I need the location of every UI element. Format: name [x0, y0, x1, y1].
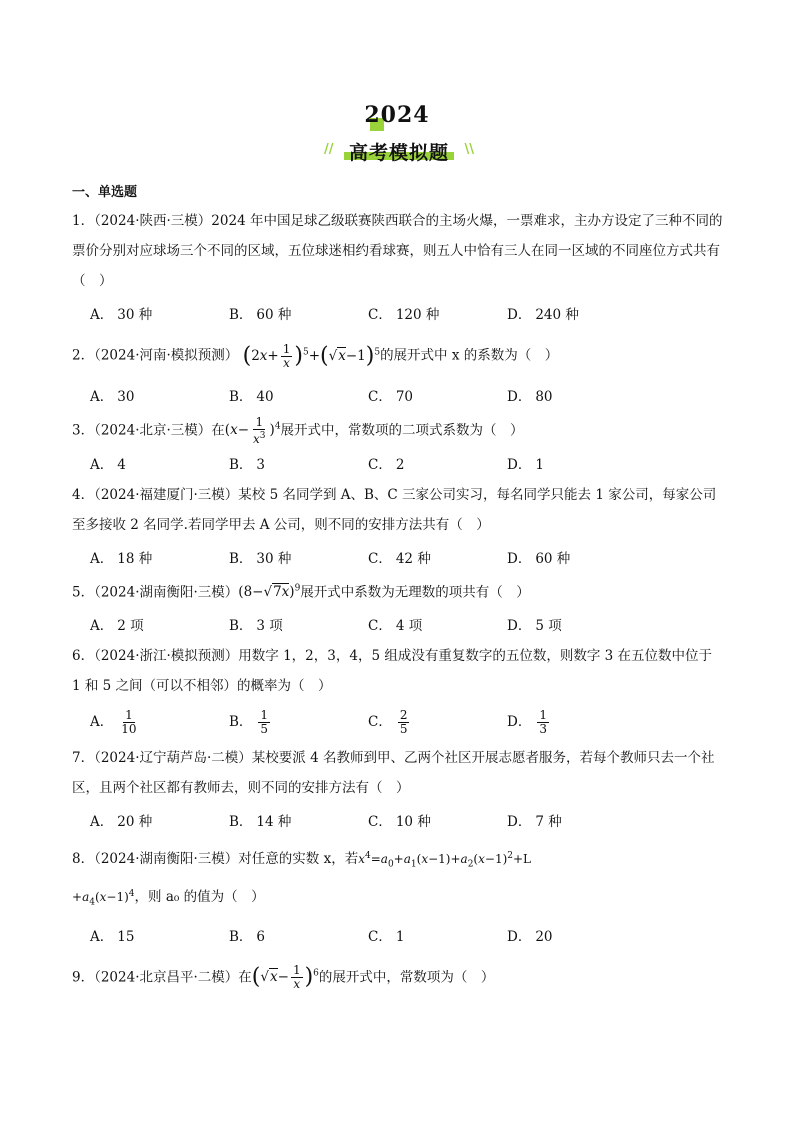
question-text: 用数字 1，2，3，4，5 组成没有重复数字的五位数，则数字 3 在五位数中位于 1 和 5 之间（可以不相邻）的概率为（ ） [72, 648, 712, 694]
question-3-options [72, 446, 724, 480]
question-source: （2024·陕西·三模） [94, 213, 212, 229]
left-slash-decoration: // [324, 142, 334, 157]
header-year: 2024 [364, 102, 430, 128]
option-d[interactable]: D． 5 项 [507, 618, 562, 634]
question-number: 5． [72, 584, 95, 600]
question-6-options [72, 701, 724, 743]
question-2 [72, 330, 724, 378]
question-9 [72, 952, 724, 1000]
question-source: （2024·辽宁葫芦岛·二模） [94, 750, 252, 766]
section-title: 一、单选题 [72, 185, 138, 200]
question-number: 7． [72, 750, 95, 766]
option-d[interactable]: D． 240 种 [507, 307, 579, 323]
formula: $(8-√7x)^9$ [238, 583, 301, 600]
formula: (√x− $\frac{1}{x}$ )$^6$ [251, 963, 319, 992]
option-d[interactable]: D． 20 [507, 928, 553, 945]
question-3 [72, 412, 724, 446]
option-b[interactable]: B． 3 项 [229, 618, 283, 634]
option-c[interactable]: C． 70 [368, 388, 414, 405]
question-5 [72, 574, 724, 608]
option-c[interactable]: C． 2 [368, 456, 405, 473]
option-a[interactable]: A． 20 种 [90, 814, 153, 830]
question-2-options [72, 378, 724, 412]
page-header [0, 100, 794, 170]
question-text: 展开式中，常数项的二项式系数为（ ） [280, 422, 524, 438]
question-number: 1． [72, 213, 95, 229]
option-b[interactable]: B． 3 [229, 456, 266, 473]
option-d[interactable]: D． 60 种 [507, 550, 571, 567]
question-text-before: 对任意的实数 x，若 [238, 851, 359, 867]
question-source: （2024·河南·模拟预测） [94, 347, 239, 364]
formula: $x^4=a_0+a_1(x-1)+a_2(x-1)^2+L +a_4(x-1)^4$ [72, 851, 532, 908]
question-number: 3． [72, 422, 95, 438]
question-4-options [72, 540, 724, 574]
question-8-options [72, 918, 724, 952]
question-8 [72, 841, 724, 918]
question-source: （2024·湖南衡阳·三模） [94, 584, 239, 600]
option-a[interactable]: A． 30 [90, 388, 135, 405]
question-number: 8． [72, 851, 95, 867]
option-a[interactable]: A． 2 项 [90, 618, 144, 634]
question-text: 某校要派 4 名教师到甲、乙两个社区开展志愿者服务，若每个教师只去一个社区，且两个社区都有教师去，则不同的安排方法有（ ） [72, 750, 715, 796]
option-a[interactable]: A． 15 [90, 928, 135, 945]
option-a[interactable]: A． 30 种 [90, 307, 153, 323]
question-text: ，则 a₀ 的值为（ ） [134, 889, 265, 906]
option-b[interactable]: B． 40 [229, 388, 274, 405]
option-b[interactable]: B． 30 种 [229, 550, 292, 567]
option-c[interactable]: C． 4 项 [368, 618, 423, 634]
option-c[interactable]: C． 10 种 [368, 814, 431, 830]
option-b[interactable]: B． 14 种 [229, 814, 292, 830]
formula: (2x+ $\frac{1}{x}$ )$^5+(√x-1)^5$ [242, 341, 381, 370]
formula: (x− $\frac{1}{x^3}$ )$^4$ [224, 414, 281, 446]
question-7-options [72, 803, 724, 837]
question-1 [72, 206, 724, 296]
question-number: 6． [72, 648, 95, 664]
question-number: 2． [72, 347, 95, 364]
question-source: （2024·湖南衡阳·三模） [94, 851, 239, 867]
question-text: 的展开式中 x 的系数为（ ） [380, 347, 559, 364]
option-d[interactable]: D． $\frac{1}{3}$ [507, 707, 547, 736]
option-a[interactable]: A． $\frac{1}{10}$ [90, 707, 137, 736]
option-c[interactable]: C． 1 [368, 928, 405, 945]
question-source: （2024·福建厦门·三模） [94, 486, 239, 503]
question-number: 4． [72, 486, 95, 503]
header-title: 高考模拟题 [348, 142, 449, 164]
option-b[interactable]: B． $\frac{1}{5}$ [229, 707, 269, 736]
option-d[interactable]: D． 80 [507, 388, 553, 405]
question-text: 的展开式中，常数项为（ ） [318, 969, 495, 986]
title-banner [324, 138, 474, 164]
question-text: 2024 年中国足球乙级联赛陕西联合的主场火爆，一票难求，主办方设定了三种不同的票价分别对应球场三个不同的区域，五位球迷相约看球赛，则五人中恰有三人在同一区域的不同座位方式共有（ ） [72, 213, 723, 289]
option-a[interactable]: A． 4 [90, 456, 126, 473]
question-text: 某校 5 名同学到 A、B、C 三家公司实习，每名同学只能去 1 家公司，每家公司至多接收 2 名同学.若同学甲去 A 公司，则不同的安排方法共有（ ） [72, 486, 717, 533]
option-d[interactable]: D． 7 种 [507, 814, 562, 830]
option-b[interactable]: B． 60 种 [229, 307, 292, 323]
question-6 [72, 641, 724, 701]
question-source: （2024·浙江·模拟预测） [94, 648, 239, 664]
question-4 [72, 480, 724, 540]
question-source: （2024·北京昌平·二模）在 [94, 969, 252, 986]
question-source: （2024·北京·三模）在 [94, 422, 225, 438]
option-c[interactable]: C． $\frac{2}{5}$ [368, 707, 408, 736]
option-c[interactable]: C． 120 种 [368, 307, 440, 323]
right-slash-decoration: \\ [464, 142, 474, 157]
question-list [72, 181, 724, 999]
option-a[interactable]: A． 18 种 [90, 550, 153, 567]
question-7 [72, 743, 724, 803]
option-d[interactable]: D． 1 [507, 456, 544, 473]
question-5-options [72, 607, 724, 641]
option-b[interactable]: B． 6 [229, 928, 266, 945]
option-c[interactable]: C． 42 种 [368, 550, 431, 567]
question-1-options [72, 296, 724, 330]
question-text: 展开式中系数为无理数的项共有（ ） [300, 584, 530, 600]
question-number: 9． [72, 969, 95, 986]
